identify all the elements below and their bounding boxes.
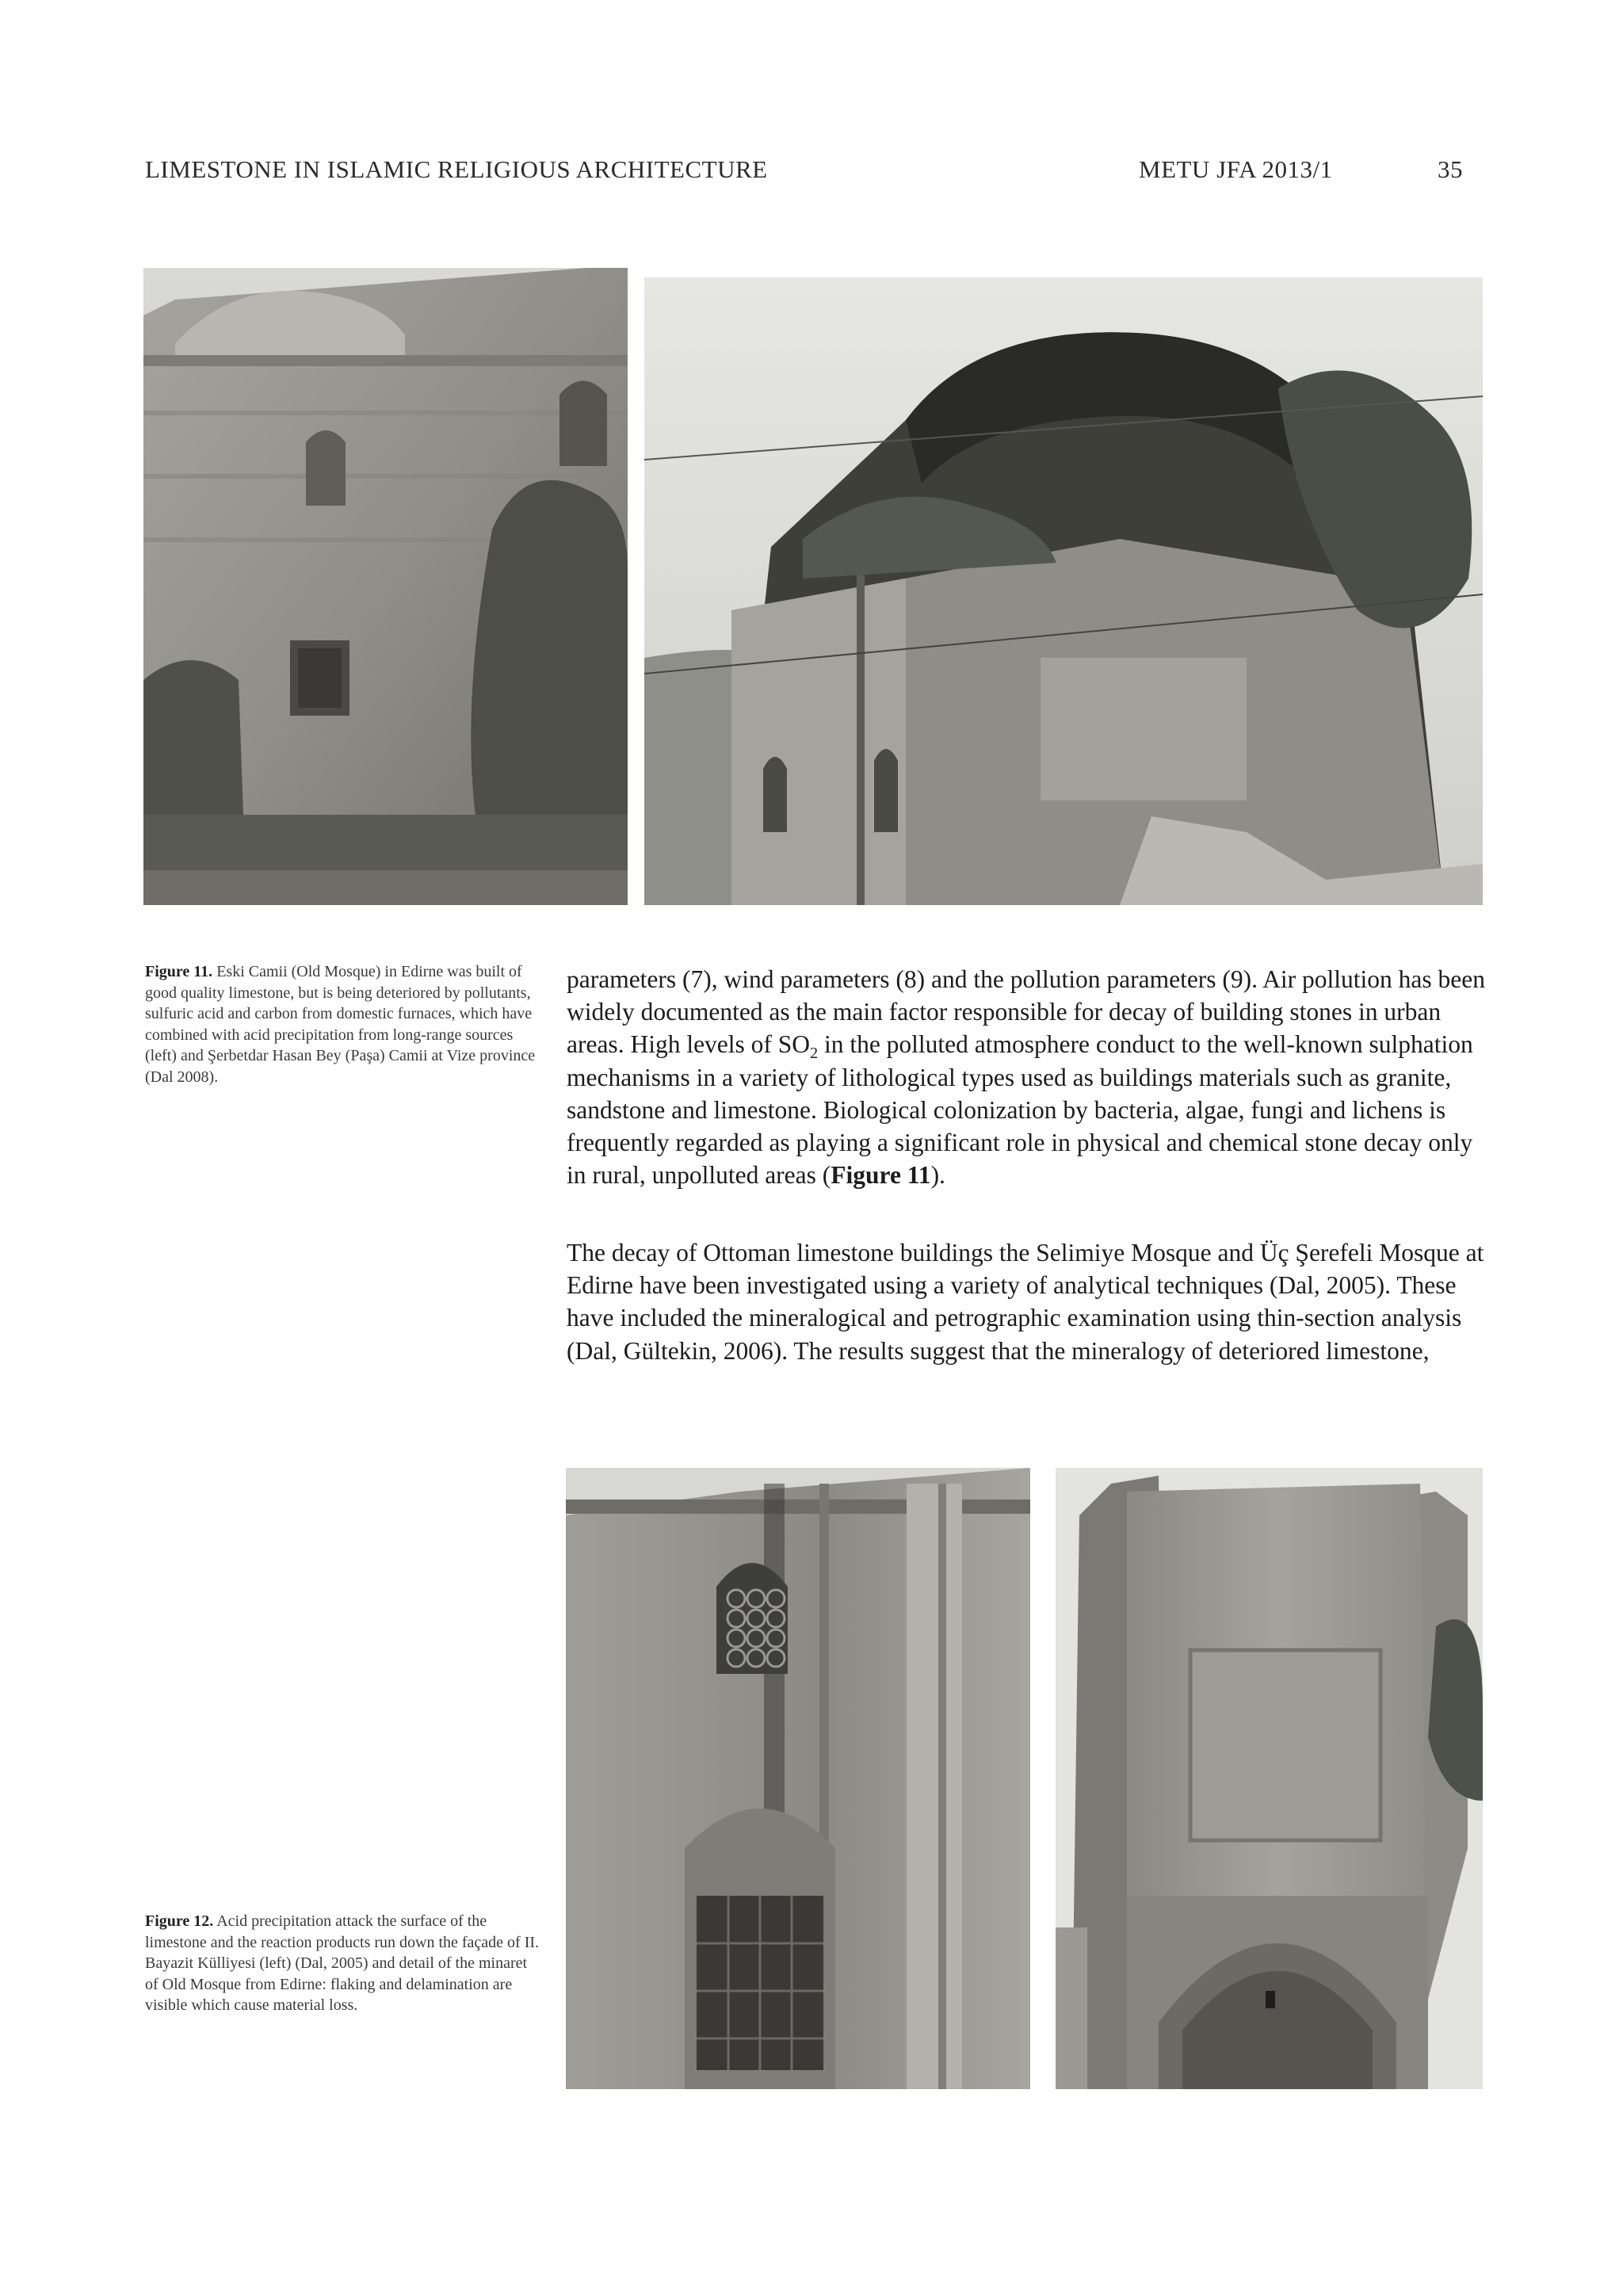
figure-12-caption — [145, 1911, 541, 2016]
figure-11-label: Figure 11. — [145, 963, 213, 980]
para-1-part-a: parameters (7), wind parameters (8) and the pollution parameters (9). Air pollution has been widely documented as the main factor responsible for decay of building stones in urban areas. High levels of SO — [567, 965, 1485, 1059]
figure-12-left-photo — [566, 1468, 1030, 2089]
figure-12-label: Figure 12. — [145, 1912, 214, 1930]
figure-12-right-photo — [1056, 1468, 1483, 2089]
para-2-text: The decay of Ottoman limestone buildings the Selimiye Mosque and Üç Şerefeli Mosque at Edirne have been investigated using a variety of analytical techniques (Dal, 2005). These have included the mineralogical and petrographic examination using thin-section analysis (Dal, Gültekin, 2006). The results suggest that the mineralogy of deteriored limestone, — [567, 1239, 1484, 1365]
running-head-journal: METU JFA 2013/1 — [1139, 155, 1333, 183]
body-paragraph-2 — [567, 1236, 1486, 1367]
para-1-part-b: in the polluted atmosphere conduct to the well-known sulphation mechanisms in a variety of lithological types used as buildings materials such as granite, sandstone and limestone. Biological colonization by bacteria, algae, fungi and lichens is frequently regarded as playing a significant role in physical and chemical stone decay only in rural, unpolluted areas ( — [567, 1030, 1473, 1190]
para-1-part-c: ). — [930, 1161, 945, 1190]
figure-11-left-photo — [143, 268, 628, 905]
page-number: 35 — [1438, 155, 1463, 183]
figure-11-caption — [145, 961, 541, 1087]
running-head-title: LIMESTONE IN ISLAMIC RELIGIOUS ARCHITECTURE — [145, 155, 768, 183]
figure-11-caption-text: Eski Camii (Old Mosque) in Edirne was built of good quality limestone, but is being deteriored by pollutants, sulfuric acid and carbon from domestic furnaces, which have combined with acid precipitation from long-range sources (left) and Şerbetdar Hasan Bey (Paşa) Camii at Vize province (Dal 2008). — [145, 963, 536, 1086]
figure-11-reference: Figure 11 — [831, 1161, 931, 1190]
body-paragraph-1 — [567, 963, 1486, 1191]
figure-11-right-photo — [644, 277, 1483, 905]
figure-12-caption-text: Acid precipitation attack the surface of the limestone and the reaction products run down the façade of II. Bayazit Külliyesi (left) (Dal, 2005) and detail of the minaret of Old Mosque from Edirne: flaking and delamination are visible which cause material loss. — [145, 1912, 540, 2014]
so2-subscript: 2 — [810, 1045, 819, 1063]
